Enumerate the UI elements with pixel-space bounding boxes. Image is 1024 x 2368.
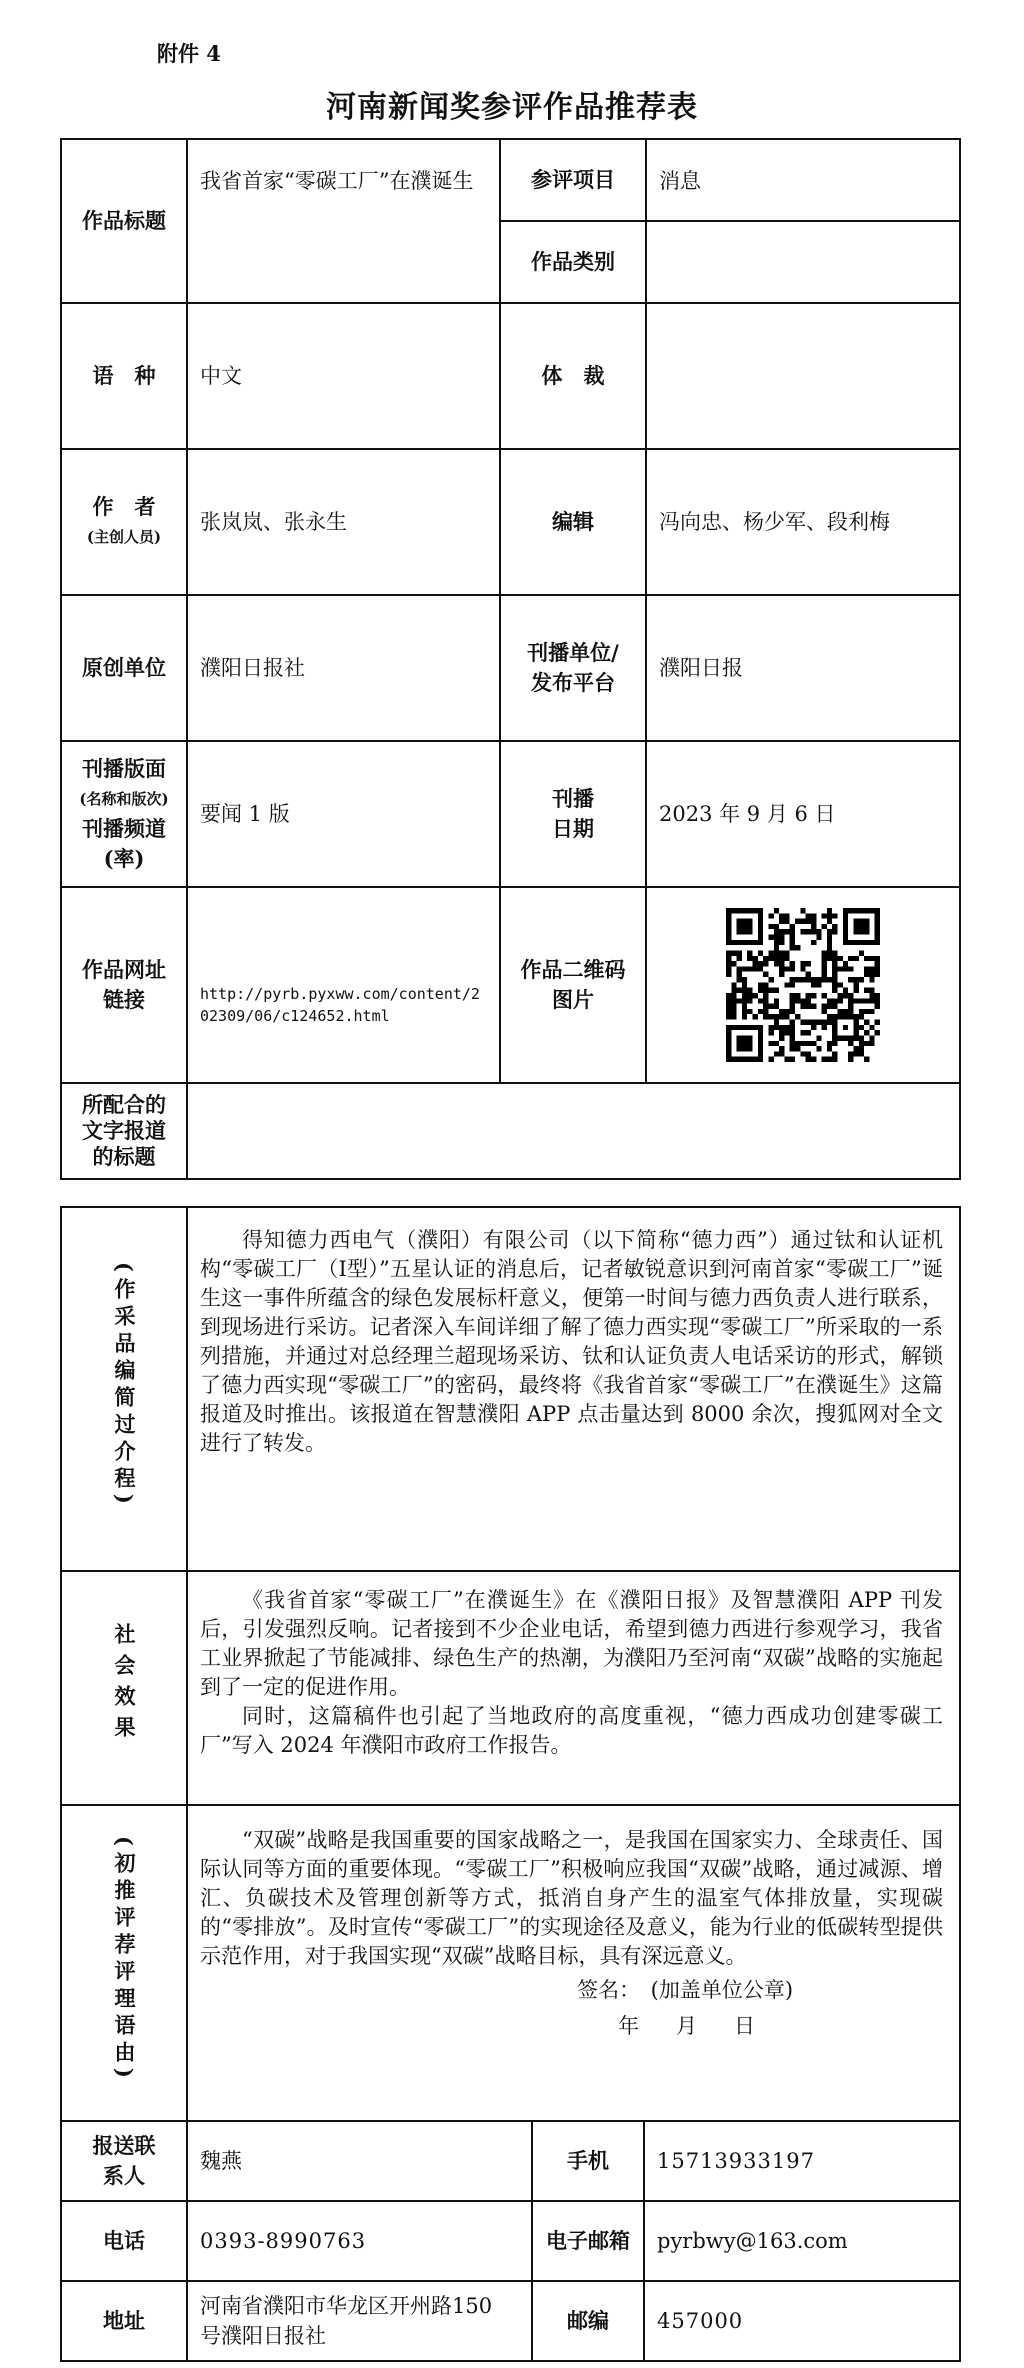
process-cell xyxy=(187,1207,960,1571)
process-label xyxy=(61,1207,187,1571)
qr-cell xyxy=(646,887,960,1083)
page-title: 河南新闻奖参评作品推荐表 xyxy=(326,90,698,125)
page-label-3: (率) xyxy=(103,846,145,871)
page-label xyxy=(61,741,187,887)
effect-label xyxy=(61,1571,187,1805)
postcode-label: 邮编 xyxy=(532,2281,644,2361)
page-label-sub: (名称和版次) xyxy=(79,790,169,808)
language-label: 语 种 xyxy=(61,303,187,449)
related-label: 所配合的文字报道的标题 xyxy=(61,1083,187,1179)
effect-text-2: 同时，这篇稿件也引起了当地政府的高度重视，“德力西成功创建零碳工厂”写入 2024 年濮阳市政府工作报告。 xyxy=(200,1704,944,1757)
page-label-2: 刊播频道 xyxy=(82,816,166,841)
mobile-label: 手机 xyxy=(532,2121,644,2201)
language-value: 中文 xyxy=(187,303,500,449)
address-value: 河南省濮阳市华龙区开州路150 号濮阳日报社 xyxy=(187,2281,532,2361)
review-table xyxy=(60,1206,961,2362)
address-label: 地址 xyxy=(61,2281,187,2361)
entry-item-value: 消息 xyxy=(646,139,960,221)
phone-value: 0393-8990763 xyxy=(187,2201,532,2281)
date-label: 刊播日期 xyxy=(500,741,646,887)
email-label: 电子邮箱 xyxy=(532,2201,644,2281)
editors-value: 冯向忠、杨少军、段利梅 xyxy=(646,449,960,595)
author-label xyxy=(61,449,187,595)
date-value: 2023 年 9 月 6 日 xyxy=(646,741,960,887)
author-label-main: 作 者 xyxy=(92,494,156,519)
author-label-sub: (主创人员) xyxy=(86,528,162,546)
entry-item-label: 参评项目 xyxy=(500,139,646,221)
signature-line: 签名： (加盖单位公章) xyxy=(577,1978,794,2002)
qr-code-image[interactable] xyxy=(726,908,880,1062)
page-value: 要闻 1 版 xyxy=(187,741,500,887)
url-value[interactable]: http://pyrb.pyxww.com/content/202309/06/c124652.html xyxy=(187,887,500,1083)
process-label-text: (作采品编简过介程) xyxy=(112,1261,137,1510)
postcode-value: 457000 xyxy=(644,2281,960,2361)
mobile-value: 15713933197 xyxy=(644,2121,960,2201)
email-value[interactable]: pyrbwy@163.com xyxy=(644,2201,960,2281)
process-text: 得知德力西电气（濮阳）有限公司（以下简称“德力西”）通过钛和认证机构“零碳工厂（Ⅰ型）”五星认证的消息后，记者敏锐意识到河南首家“零碳工厂”诞生这一事件所蕴含的绿色发展标杆意义，便第一时间与德力西负责人进行联系，到现场进行采访。记者深入车间详细了解了德力西实现“零碳工厂”所采取的一系列措施，并通过对总经理兰超现场采访、钛和认证负责人电话采访的形式，解锁了德力西实现“零碳工厂”的密码，最终将《我省首家“零碳工厂”在濮诞生》这篇报道及时推出。该报道在智慧濮阳 APP 点击量达到 8000 余次，搜狐网对全文进行了转发。 xyxy=(200,1228,944,1455)
contact-label: 报送联系人 xyxy=(61,2121,187,2201)
effect-label-text: 社会效果 xyxy=(112,1622,137,1747)
effect-cell xyxy=(187,1571,960,1805)
editor-label: 编辑 xyxy=(500,449,646,595)
attachment-label: 附件 4 xyxy=(157,41,221,66)
review-label-text: (初推评荐评理语由) xyxy=(112,1835,137,2084)
publisher-label: 刊播单位/发布平台 xyxy=(500,595,646,741)
info-table xyxy=(60,138,961,1180)
effect-text-1: 《我省首家“零碳工厂”在濮诞生》在《濮阳日报》及智慧濮阳 APP 刊发后，引发强烈反响。记者接到不少企业电话，希望到德力西进行参观学习，我省工业界掀起了节能减排、绿色生产的热潮，为濮阳乃至河南“双碳”战略的实施起到了一定的促进作用。 xyxy=(200,1588,944,1699)
review-text: “双碳”战略是我国重要的国家战略之一，是我国在国家实力、全球责任、国际认同等方面的重要体现。“零碳工厂”积极响应我国“双碳”战略，通过减源、增汇、负碳技术及管理创新等方式，抵消自身产生的温室气体排放量，实现碳的“零排放”。及时宣传“零碳工厂”的实现途径及意义，能为行业的低碳转型提供示范作用，对于我国实现“双碳”战略目标，具有深远意义。 xyxy=(200,1828,944,1968)
publisher-value: 濮阳日报 xyxy=(646,595,960,741)
page-label-1: 刊播版面 xyxy=(82,756,166,781)
date-line: 年 月 日 xyxy=(618,2014,764,2038)
work-title-value: 我省首家“零碳工厂”在濮诞生 xyxy=(187,139,500,303)
category-label: 作品类别 xyxy=(500,221,646,303)
work-title-label: 作品标题 xyxy=(61,139,187,303)
review-label xyxy=(61,1805,187,2121)
genre-value xyxy=(646,303,960,449)
related-value xyxy=(187,1083,960,1179)
contact-value: 魏燕 xyxy=(187,2121,532,2201)
origin-value: 濮阳日报社 xyxy=(187,595,500,741)
url-label: 作品网址链接 xyxy=(61,887,187,1083)
authors-value: 张岚岚、张永生 xyxy=(187,449,500,595)
phone-label: 电话 xyxy=(61,2201,187,2281)
origin-label: 原创单位 xyxy=(61,595,187,741)
category-value xyxy=(646,221,960,303)
review-cell xyxy=(187,1805,960,2121)
genre-label: 体 裁 xyxy=(500,303,646,449)
qr-label: 作品二维码图片 xyxy=(500,887,646,1083)
